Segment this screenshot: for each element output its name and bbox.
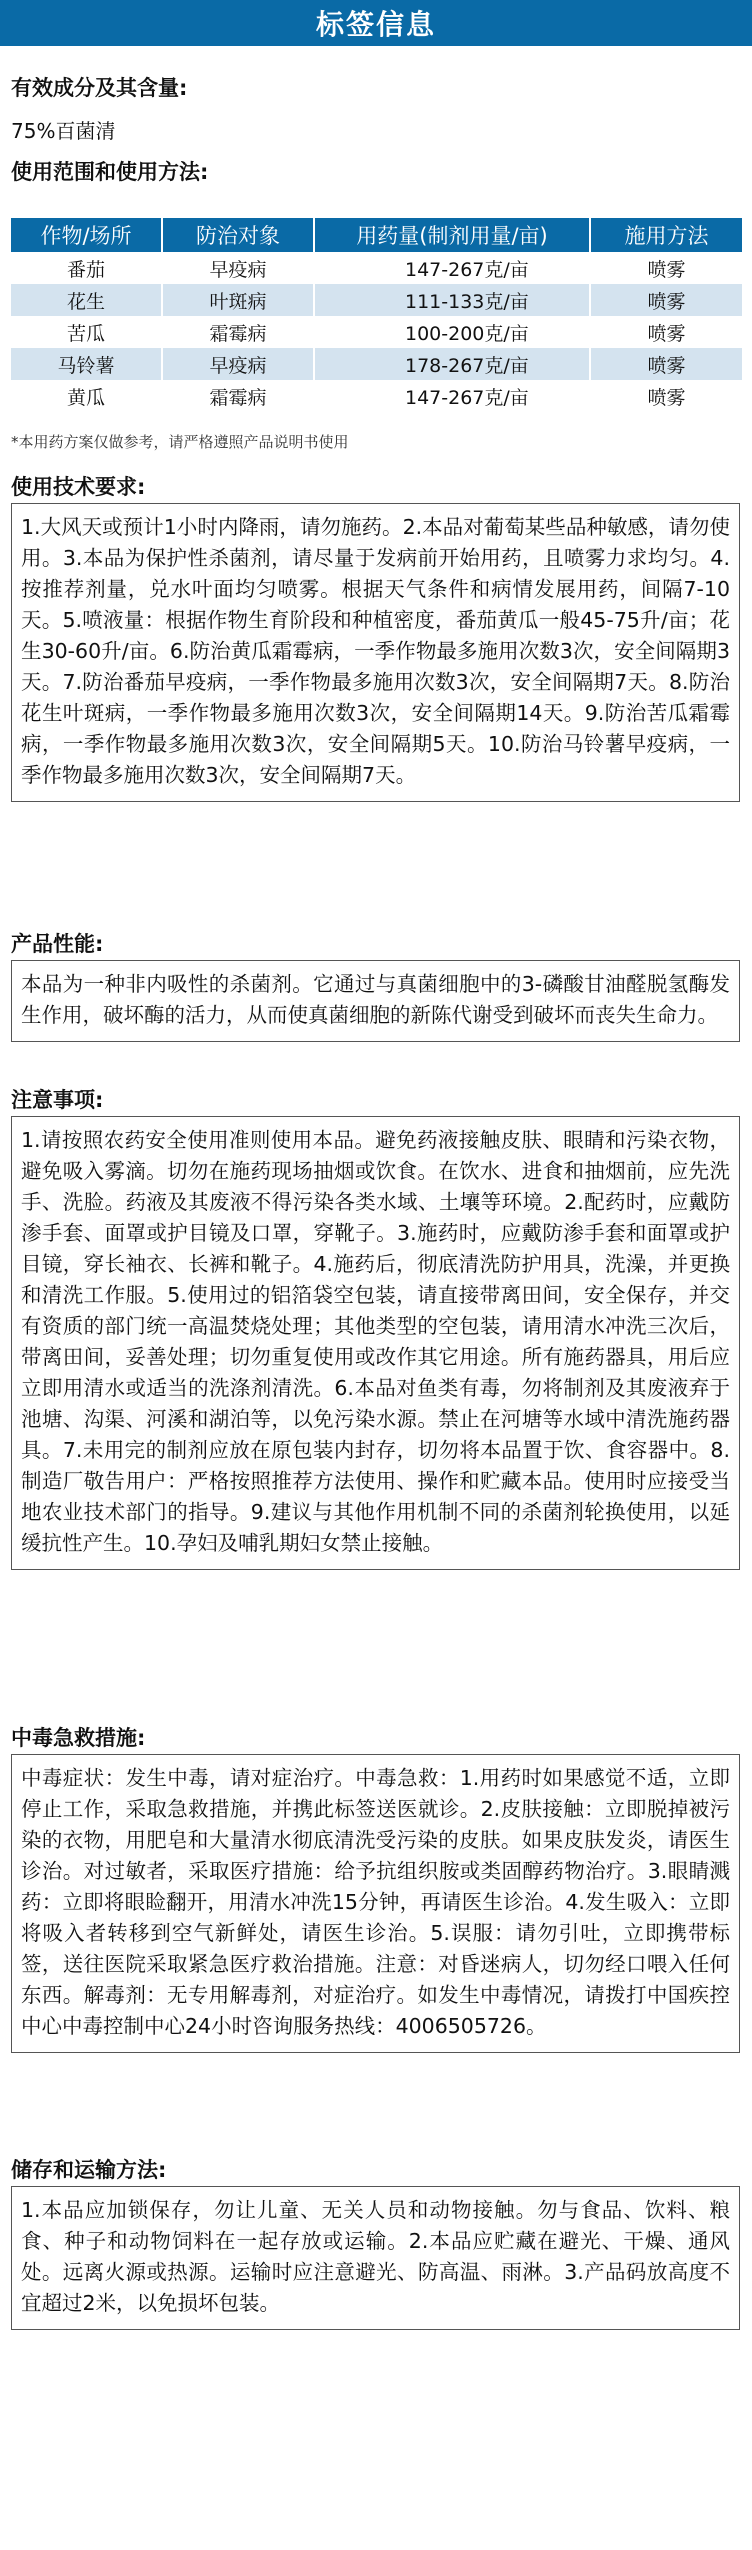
cell-dosage: 111-133克/亩 — [314, 284, 590, 316]
storage-heading: 储存和运输方法: — [11, 2158, 167, 2182]
technique-heading: 使用技术要求: — [11, 475, 146, 499]
cell-target: 霜霉病 — [162, 316, 314, 348]
first-aid-text: 中毒症状：发生中毒，请对症治疗。中毒急救：1.用药时如果感觉不适，立即停止工作，采取急救措施，并携此标签送医就诊。2.皮肤接触：立即脱掉被污染的衣物，用肥皂和大量清水彻底清洗受污染的皮肤。如果皮肤发炎，请医生诊治。对过敏者，采取医疗措施：给予抗组织胺或类固醇药物治疗。3.眼睛溅药：立即将眼睑翻开，用清水冲洗15分钟，再请医生诊治。4.发生吸入：立即将吸入者转移到空气新鲜处，请医生诊治。5.误服：请勿引吐，立即携带标签，送往医院采取紧急医疗救治措施。注意：对昏迷病人，切勿经口喂入任何东西。解毒剂：无专用解毒剂，对症治疗。如发生中毒情况，请拨打中国疾控中心中毒控制中心24小时咨询服务热线：4006505726。 — [11, 1754, 740, 2053]
cell-target: 叶斑病 — [162, 284, 314, 316]
precautions-heading: 注意事项: — [11, 1088, 104, 1112]
cell-method: 喷雾 — [590, 252, 742, 284]
cell-crop: 马铃薯 — [11, 348, 162, 380]
usage-heading: 使用范围和使用方法: — [11, 160, 209, 184]
table-row — [11, 316, 742, 348]
column-header-crop: 作物/场所 — [11, 218, 162, 252]
cell-dosage: 147-267克/亩 — [314, 252, 590, 284]
performance-text: 本品为一种非内吸性的杀菌剂。它通过与真菌细胞中的3-磷酸甘油醛脱氢酶发生作用，破坏酶的活力，从而使真菌细胞的新陈代谢受到破坏而丧失生命力。 — [11, 960, 740, 1042]
cell-dosage: 147-267克/亩 — [314, 380, 590, 412]
table-row — [11, 380, 742, 412]
table-row — [11, 348, 742, 380]
cell-dosage: 178-267克/亩 — [314, 348, 590, 380]
usage-table-header — [11, 218, 742, 252]
first-aid-heading: 中毒急救措施: — [11, 1726, 146, 1750]
table-row — [11, 284, 742, 316]
cell-dosage: 100-200克/亩 — [314, 316, 590, 348]
storage-text: 1.本品应加锁保存，勿让儿童、无关人员和动物接触。勿与食品、饮料、粮食、种子和动物饲料在一起存放或运输。2.本品应贮藏在避光、干燥、通风处。远离火源或热源。运输时应注意避光、防高温、雨淋。3.产品码放高度不宜超过2米，以免损坏包装。 — [11, 2186, 740, 2330]
cell-crop: 苦瓜 — [11, 316, 162, 348]
cell-target: 霜霉病 — [162, 380, 314, 412]
cell-crop: 花生 — [11, 284, 162, 316]
ingredient-heading: 有效成分及其含量: — [11, 76, 188, 100]
page-title: 标签信息 — [315, 8, 436, 41]
cell-method: 喷雾 — [590, 348, 742, 380]
ingredient-value: 75%百菌清 — [11, 119, 116, 143]
column-header-method: 施用方法 — [590, 218, 742, 252]
technique-text: 1.大风天或预计1小时内降雨，请勿施药。2.本品对葡萄某些品种敏感，请勿使用。3.本品为保护性杀菌剂，请尽量于发病前开始用药，且喷雾力求均匀。4.按推荐剂量，兑水叶面均匀喷雾。根据天气条件和病情发展用药，间隔7-10天。5.喷液量：根据作物生育阶段和种植密度，番茄黄瓜一般45-75升/亩；花生30-60升/亩。6.防治黄瓜霜霉病，一季作物最多施用次数3次，安全间隔期3天。7.防治番茄早疫病，一季作物最多施用次数3次，安全间隔期7天。8.防治花生叶斑病，一季作物最多施用次数3次，安全间隔期14天。9.防治苦瓜霜霉病，一季作物最多施用次数3次，安全间隔期5天。10.防治马铃薯早疫病，一季作物最多施用次数3次，安全间隔期7天。 — [11, 503, 740, 802]
header-banner — [0, 0, 752, 46]
cell-method: 喷雾 — [590, 380, 742, 412]
cell-target: 早疫病 — [162, 348, 314, 380]
table-row — [11, 252, 742, 284]
column-header-dosage: 用药量(制剂用量/亩) — [314, 218, 590, 252]
cell-method: 喷雾 — [590, 284, 742, 316]
precautions-text: 1.请按照农药安全使用准则使用本品。避免药液接触皮肤、眼睛和污染衣物，避免吸入雾滴。切勿在施药现场抽烟或饮食。在饮水、进食和抽烟前，应先洗手、洗脸。药液及其废液不得污染各类水域、土壤等环境。2.配药时，应戴防渗手套、面罩或护目镜及口罩，穿靴子。3.施药时，应戴防渗手套和面罩或护目镜，穿长袖衣、长裤和靴子。4.施药后，彻底清洗防护用具，洗澡，并更换和清洗工作服。5.使用过的铝箔袋空包装，请直接带离田间，安全保存，并交有资质的部门统一高温焚烧处理；其他类型的空包装，请用清水冲洗三次后，带离田间，妥善处理；切勿重复使用或改作其它用途。所有施药器具，用后应立即用清水或适当的洗涤剂清洗。6.本品对鱼类有毒，勿将制剂及其废液弃于池塘、沟渠、河溪和湖泊等，以免污染水源。禁止在河塘等水域中清洗施药器具。7.未用完的制剂应放在原包装内封存，切勿将本品置于饮、食容器中。8.制造厂敬告用户：严格按照推荐方法使用、操作和贮藏本品。使用时应接受当地农业技术部门的指导。9.建议与其他作用机制不同的杀菌剂轮换使用，以延缓抗性产生。10.孕妇及哺乳期妇女禁止接触。 — [11, 1116, 740, 1570]
cell-crop: 番茄 — [11, 252, 162, 284]
usage-table — [11, 218, 742, 412]
column-header-target: 防治对象 — [162, 218, 314, 252]
performance-heading: 产品性能: — [11, 932, 104, 956]
cell-method: 喷雾 — [590, 316, 742, 348]
cell-target: 早疫病 — [162, 252, 314, 284]
usage-note: *本用药方案仅做参考，请严格遵照产品说明书使用 — [11, 433, 349, 451]
cell-crop: 黄瓜 — [11, 380, 162, 412]
